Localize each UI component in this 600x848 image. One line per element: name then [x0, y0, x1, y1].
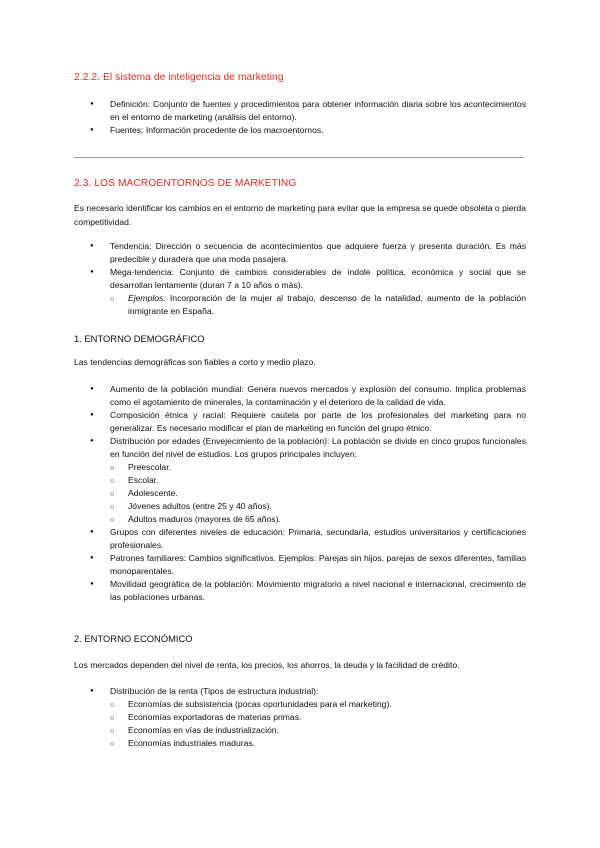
demografico-intro: Las tendencias demográficas son fiables a corto y medio plazo.	[74, 357, 316, 367]
distribucion-edades-text: Distribución por edades (Envejecimiento de la población): La población se divide en cinco grupos funcionales en función del nivel de estudios. Los grupos principales incluyen:	[110, 436, 526, 459]
economy-types-sublist	[90, 698, 526, 750]
list-item: ○ Economías en vías de industrialización.	[90, 724, 526, 737]
list-item: ○ Economías de subsistencia (pocas oportunidades para el marketing).	[90, 698, 526, 711]
list-item: ● Grupos con diferentes niveles de educación: Primaria, secundaria, estudios universitarios y certificaciones profesionales.	[90, 526, 526, 552]
list-item: ○ Adolescente.	[90, 487, 526, 500]
macroentornos-bullet-list	[90, 240, 526, 318]
list-item: ● Fuentes: Información procedente de los macroentornos.	[90, 124, 526, 137]
demografico-bullet-list	[90, 383, 526, 604]
example-text: Incorporación de la mujer al trabajo, descenso de la natalidad, aumento de la población inmigrante en España.	[128, 293, 526, 316]
inteligencia-bullet-list	[90, 98, 526, 137]
heading-macroentornos: 2.3. LOS MACROENTORNOS DE MARKETING	[74, 178, 297, 189]
list-item: ● Patrones familiares: Cambios significativos. Ejemplos: Parejas sin hijos, parejas de sexos diferentes, familias monoparentales.	[90, 552, 526, 578]
list-item: ○ Economías exportadoras de materias primas.	[90, 711, 526, 724]
economico-intro: Los mercados dependen del nivel de renta, los precios, los ahorros, la deuda y la facilidad de crédito.	[74, 660, 460, 670]
list-item: ● Movilidad geográfica de la población: Movimiento migratorio a nivel nacional e internacional, crecimiento de las poblaciones urbanas.	[90, 578, 526, 604]
megatendencia-sublist	[90, 292, 526, 318]
example-label: Ejemplos:	[128, 293, 166, 303]
section-divider	[74, 157, 524, 158]
list-item	[90, 292, 526, 318]
list-item: ○ Adultos maduros (mayores de 65 años).	[90, 513, 526, 526]
age-groups-sublist	[90, 461, 526, 526]
list-item: ● Composición étnica y racial: Requiere cautela por parte de los profesionales del marketing para no generalizar. Es necesario modificar el plan de marketing en función del grupo étnico.	[90, 409, 526, 435]
list-item: ○ Economías industriales maduras.	[90, 737, 526, 750]
list-item	[90, 435, 526, 526]
list-item	[90, 685, 526, 750]
list-item: ○ Jóvenes adultos (entre 25 y 40 años).	[90, 500, 526, 513]
list-item	[90, 266, 526, 318]
list-item: ● Tendencia: Dirección o secuencia de acontecimientos que adquiere fuerza y presenta duración. Es más predecible y duradera que una moda pasajera.	[90, 240, 526, 266]
list-item: ○ Preescolar.	[90, 461, 526, 474]
list-item: ● Aumento de la población mundial: Genera nuevos mercados y explosión del consumo. Implica problemas como el agotamiento de minerales, la contaminación y el deterioro de la calidad de vida.	[90, 383, 526, 409]
heading-inteligencia-marketing: 2.2.2. El sistema de inteligencia de marketing	[74, 72, 284, 83]
megatendencia-text: Mega-tendencia: Conjunto de cambios considerables de índole política, económica y social que se desarrollan lentamente (duran 7 a 10 años o más).	[110, 267, 526, 290]
macroentornos-intro: Es necesario identificar los cambios en el entorno de marketing para evitar que la empresa se quede obsoleta o pierda competitividad.	[74, 203, 526, 227]
list-item: ● Definición: Conjunto de fuentes y procedimientos para obtener información diaria sobre los acontecimientos en el entorno de marketing (análisis del entorno).	[90, 98, 526, 124]
heading-entorno-demografico: 1. ENTORNO DEMOGRÁFICO	[74, 333, 205, 344]
economico-bullet-list	[90, 685, 526, 750]
heading-entorno-economico: 2. ENTORNO ECONÓMICO	[74, 633, 193, 644]
list-item: ○ Escolar.	[90, 474, 526, 487]
distribucion-renta-text: Distribución de la renta (Tipos de estructura industrial):	[110, 686, 319, 696]
